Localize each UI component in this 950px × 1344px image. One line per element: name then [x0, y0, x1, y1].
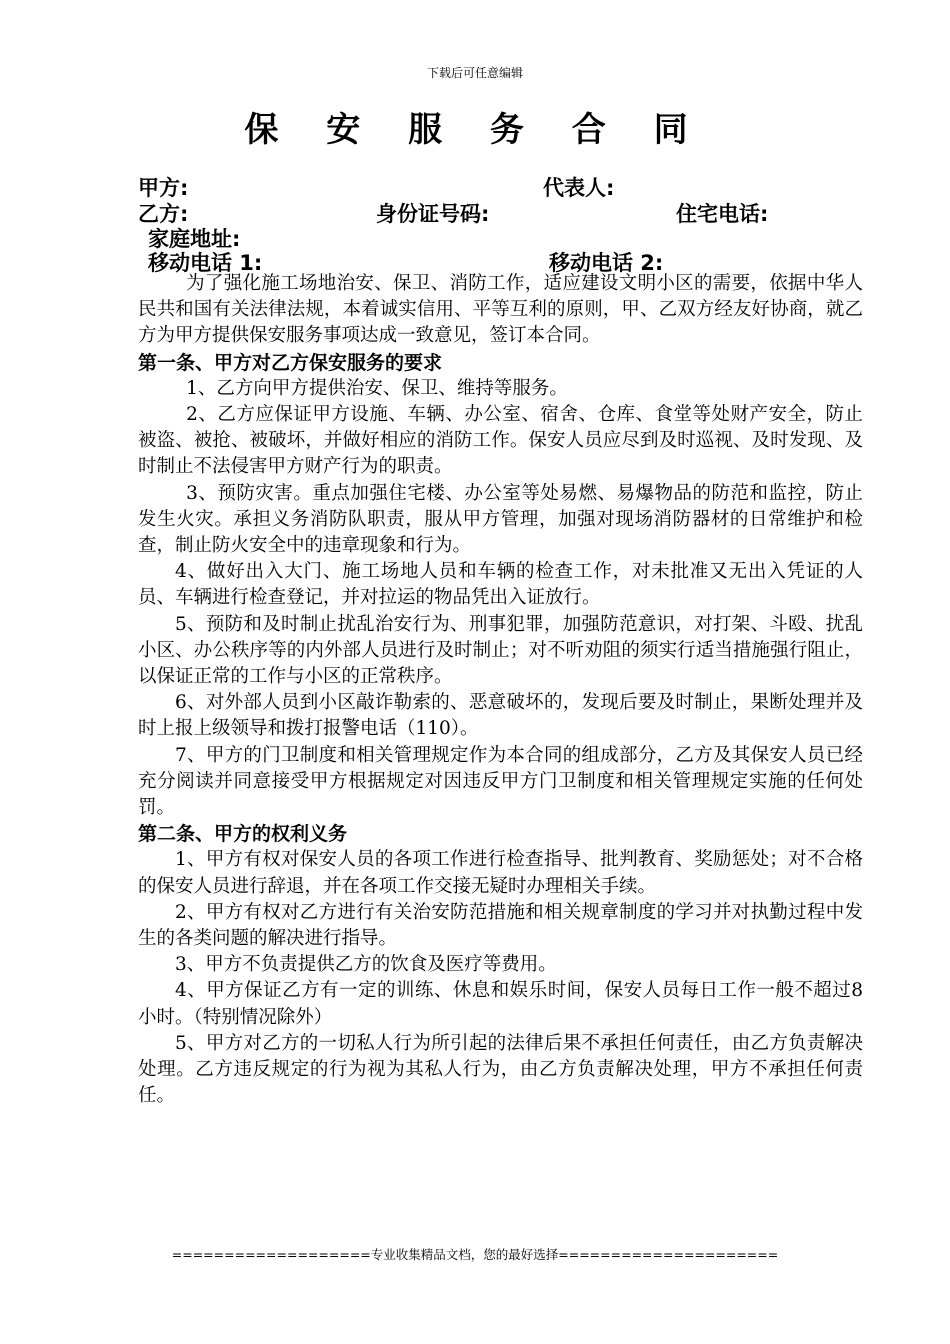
section-2-item: 5、甲方对乙方的一切私人行为所引起的法律后果不承担任何责任，由乙方负责解决处理。乙方违反规定的行为视为其私人行为，由乙方负责解决处理，甲方不承担任何责任。 [138, 1032, 863, 1107]
header-note: 下载后可任意编辑 [426, 66, 523, 80]
id-number-label: 身份证号码: [376, 202, 490, 226]
mobile-phone-2-label: 移动电话 2: [549, 251, 664, 275]
representative-label: 代表人: [543, 176, 615, 200]
mobile-phone-1-label: 移动电话 1: [148, 251, 263, 275]
section-1-item: 2、乙方应保证甲方设施、车辆、办公室、宿舍、仓库、食堂等处财产安全，防止被盗、被抢、被破坏，并做好相应的消防工作。保安人员应尽到及时巡视、及时发现、及时制止不法侵害甲方财产行为的职责。 [138, 404, 863, 478]
section-1-item: 5、预防和及时制止扰乱治安行为、刑事犯罪，加强防范意识，对打架、斗殴、扰乱小区、办公秩序等的内外部人员进行及时制止；对不听劝阻的须实行适当措施强行阻止，以保证正常的工作与小区的正常秩序。 [138, 613, 863, 688]
section-1-item: 3、预防灾害。重点加强住宅楼、办公室等处易燃、易爆物品的防范和监控，防止发生火灾。承担义务消防队职责，服从甲方管理，加强对现场消防器材的日常维护和检查，制止防火安全中的违章现象和行为。 [138, 482, 863, 557]
section-2-item: 1、甲方有权对保安人员的各项工作进行检查指导、批判教育、奖励惩处；对不合格的保安人员进行辞退，并在各项工作交接无疑时办理相关手续。 [138, 849, 863, 897]
section-1-item: 6、对外部人员到小区敲诈勒索的、恶意破坏的，发现后要及时制止，果断处理并及时上报上级领导和拨打报警电话（110）。 [138, 692, 863, 740]
contract-body [138, 271, 863, 1110]
section-2-item: 3、甲方不负责提供乙方的饮食及医疗等费用。 [175, 954, 557, 976]
party-a-label: 甲方: [138, 176, 189, 200]
section-1-item: 7、甲方的门卫制度和相关管理规定作为本合同的组成部分，乙方及其保安人员已经充分阅读并同意接受甲方根据规定对因违反甲方门卫制度和相关管理规定实施的任何处罚。 [138, 744, 863, 819]
home-address-label: 家庭地址: [148, 227, 241, 251]
section-1-item: 1、乙方向甲方提供治安、保卫、维持等服务。 [186, 377, 568, 399]
section-1-heading: 第一条、甲方对乙方保安服务的要求 [138, 351, 443, 374]
section-1-item: 4、做好出入大门、施工场地人员和车辆的检查工作，对未批准又无出入凭证的人员、车辆进行检查登记，并对拉运的物品凭出入证放行。 [138, 561, 863, 609]
section-2-item: 4、甲方保证乙方有一定的训练、休息和娱乐时间，保安人员每日工作一般不超过8小时。（特别情况除外） [138, 980, 863, 1028]
contract-title: 保 安 服 务 合 同 [244, 110, 706, 150]
footer-banner: ===================专业收集精品文档，您的最好选择===================== [171, 1247, 779, 1262]
intro-paragraph: 为了强化施工场地治安、保卫、消防工作，适应建设文明小区的需要，依据中华人民共和国有关法律法规，本着诚实信用、平等互利的原则，甲、乙双方经友好协商，就乙方为甲方提供保安服务事项达成一致意见，签订本合同。 [138, 273, 863, 347]
party-b-label: 乙方: [138, 202, 189, 226]
section-2-item: 2、甲方有权对乙方进行有关治安防范措施和相关规章制度的学习并对执勤过程中发生的各类问题的解决进行指导。 [138, 901, 863, 950]
section-2-heading: 第二条、甲方的权利义务 [138, 823, 348, 846]
home-phone-label: 住宅电话: [676, 202, 769, 226]
